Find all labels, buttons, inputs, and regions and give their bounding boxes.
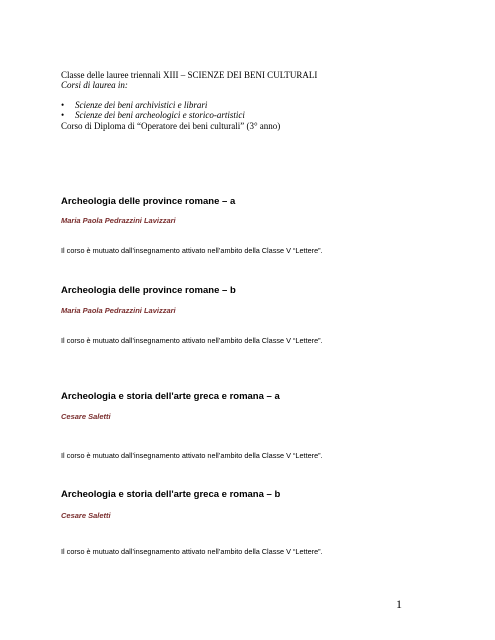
degree-course-item xyxy=(61,100,207,110)
course-teacher: Maria Paola Pedrazzini Lavizzari xyxy=(61,216,176,225)
course-note: Il corso è mutuato dall’insegnamento attivato nell’ambito della Classe V “Lettere”. xyxy=(61,246,323,255)
course-teacher: Cesare Saletti xyxy=(61,511,111,520)
degree-course-label: Scienze dei beni archivistici e librari xyxy=(75,100,208,110)
course-note: Il corso è mutuato dall’insegnamento attivato nell’ambito della Classe V “Lettere”. xyxy=(61,336,323,345)
course-title: Archeologia delle province romane – a xyxy=(61,196,236,207)
class-heading: Classe delle lauree triennali XIII – SCIENZE DEI BENI CULTURALI xyxy=(61,70,318,80)
degree-courses-label: Corsi di laurea in: xyxy=(61,80,128,90)
diploma-line: Corso di Diploma di “Operatore dei beni culturali” (3° anno) xyxy=(61,121,281,131)
course-note: Il corso è mutuato dall’insegnamento attivato nell’ambito della Classe V “Lettere”. xyxy=(61,451,323,460)
course-title: Archeologia e storia dell'arte greca e romana – a xyxy=(61,391,280,402)
bullet-icon: • xyxy=(61,100,65,110)
degree-course-item xyxy=(61,110,245,120)
course-note: Il corso è mutuato dall’insegnamento attivato nell’ambito della Classe V “Lettere”. xyxy=(61,547,323,556)
page-number: 1 xyxy=(396,597,402,611)
degree-course-label: Scienze dei beni archeologici e storico-artistici xyxy=(75,110,245,120)
course-teacher: Cesare Saletti xyxy=(61,412,111,421)
course-title: Archeologia e storia dell'arte greca e romana – b xyxy=(61,489,281,500)
course-teacher: Maria Paola Pedrazzini Lavizzari xyxy=(61,306,176,315)
bullet-icon: • xyxy=(61,110,65,120)
course-title: Archeologia delle province romane – b xyxy=(61,285,236,296)
